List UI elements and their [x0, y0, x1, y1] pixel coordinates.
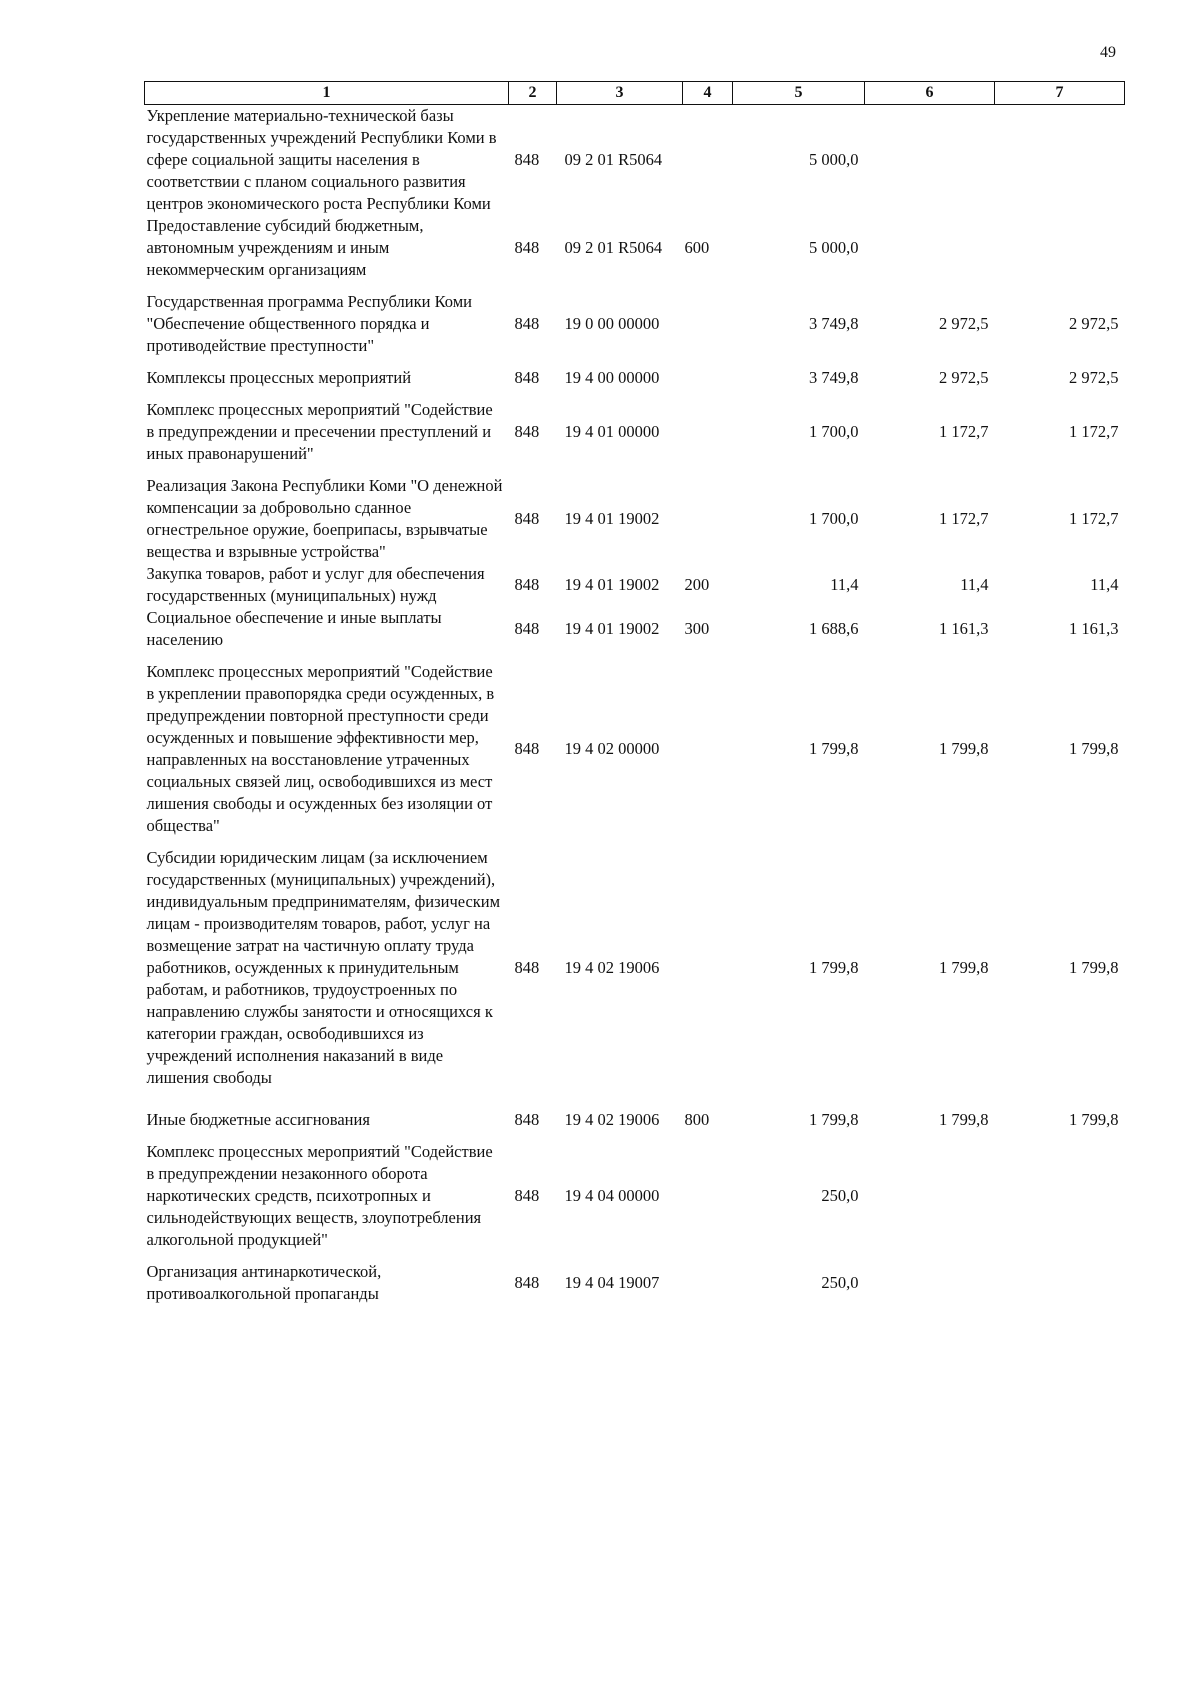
table-row [145, 607, 1125, 661]
row-target-code: 19 4 01 19002 [564, 619, 660, 638]
table-row [145, 1261, 1125, 1305]
header-col-6: 6 [865, 82, 995, 105]
row-sum-year-2: 1 799,8 [939, 958, 989, 977]
row-sum-year-1: 1 799,8 [809, 958, 859, 977]
row-expense-type: 800 [684, 1110, 710, 1129]
table-row [145, 215, 1125, 291]
row-expense-type [683, 399, 733, 475]
row-gov-code: 848 [514, 150, 540, 169]
row-gov-code: 848 [514, 619, 540, 638]
row-target-code: 19 4 02 00000 [564, 739, 660, 758]
row-expense-type [683, 475, 733, 563]
row-gov-code: 848 [514, 368, 540, 387]
row-sum-year-2 [865, 1141, 995, 1261]
row-gov-code: 848 [514, 739, 540, 758]
table-row [145, 367, 1125, 399]
row-sum-year-1: 3 749,8 [809, 314, 859, 333]
row-gov-code: 848 [514, 1110, 540, 1129]
row-target-code: 19 4 04 19007 [564, 1273, 660, 1292]
row-expense-type: 300 [684, 619, 710, 638]
row-sum-year-1: 11,4 [830, 575, 859, 594]
header-row [145, 82, 1125, 105]
row-name: Комплекс процессных мероприятий "Содействие в предупреждении и пресечении преступлений и иных правонарушений" [146, 400, 493, 463]
row-expense-type [683, 1141, 733, 1261]
row-sum-year-2: 1 172,7 [939, 422, 989, 441]
row-name: Закупка товаров, работ и услуг для обеспечения государственных (муниципальных) нужд [146, 564, 485, 605]
row-gov-code: 848 [514, 1273, 540, 1292]
row-expense-type [683, 1261, 733, 1305]
row-expense-type [683, 105, 733, 216]
row-sum-year-3: 1 161,3 [1069, 619, 1119, 638]
row-name: Предоставление субсидий бюджетным, автономным учреждениям и иным некоммерческим организациям [146, 216, 424, 279]
row-target-code: 09 2 01 R5064 [564, 238, 663, 257]
row-sum-year-2: 1 799,8 [939, 739, 989, 758]
row-sum-year-2: 2 972,5 [939, 314, 989, 333]
table-row [145, 399, 1125, 475]
row-target-code: 09 2 01 R5064 [564, 150, 663, 169]
row-sum-year-2 [865, 215, 995, 291]
row-sum-year-1: 250,0 [821, 1273, 859, 1292]
row-target-code: 19 4 04 00000 [564, 1186, 660, 1205]
row-sum-year-3: 11,4 [1090, 575, 1119, 594]
row-sum-year-1: 5 000,0 [809, 150, 859, 169]
row-target-code: 19 4 02 19006 [564, 1110, 660, 1129]
header-col-7: 7 [995, 82, 1125, 105]
row-sum-year-2: 1 799,8 [939, 1110, 989, 1129]
row-sum-year-3: 1 799,8 [1069, 739, 1119, 758]
row-sum-year-2: 1 172,7 [939, 509, 989, 528]
header-col-3: 3 [557, 82, 683, 105]
header-col-2: 2 [509, 82, 557, 105]
row-name: Организация антинаркотической, противоалкогольной пропаганды [146, 1262, 382, 1303]
row-sum-year-1: 1 700,0 [809, 509, 859, 528]
row-name: Укрепление материально-технической базы государственных учреждений Республики Коми в сфере социальной защиты населения в соответствии с планом социального развития центров экономического роста Республики Коми [146, 106, 497, 213]
row-name: Комплекс процессных мероприятий "Содействие в предупреждении незаконного оборота наркотических средств, психотропных и сильнодействующих веществ, злоупотребления алкогольной продукцией" [146, 1142, 493, 1249]
table-row [145, 1099, 1125, 1141]
row-gov-code: 848 [514, 1186, 540, 1205]
table-row [145, 661, 1125, 847]
row-target-code: 19 4 01 19002 [564, 509, 660, 528]
row-sum-year-3: 2 972,5 [1069, 368, 1119, 387]
row-gov-code: 848 [514, 314, 540, 333]
header-col-1: 1 [145, 82, 509, 105]
row-expense-type [683, 847, 733, 1099]
row-gov-code: 848 [514, 958, 540, 977]
row-target-code: 19 0 00 00000 [564, 314, 660, 333]
row-sum-year-3 [995, 1141, 1125, 1261]
row-expense-type [683, 661, 733, 847]
row-name: Комплексы процессных мероприятий [146, 368, 412, 387]
row-sum-year-1: 1 799,8 [809, 1110, 859, 1129]
table-row [145, 105, 1125, 216]
table-row [145, 563, 1125, 607]
row-name: Государственная программа Республики Коми "Обеспечение общественного порядка и противодействие преступности" [146, 292, 472, 355]
row-sum-year-3 [995, 105, 1125, 216]
row-sum-year-3: 1 799,8 [1069, 1110, 1119, 1129]
row-target-code: 19 4 00 00000 [564, 368, 660, 387]
row-sum-year-3 [995, 1261, 1125, 1305]
row-sum-year-3: 1 799,8 [1069, 958, 1119, 977]
row-sum-year-3: 1 172,7 [1069, 509, 1119, 528]
budget-table [144, 81, 1125, 1305]
row-sum-year-2: 2 972,5 [939, 368, 989, 387]
row-name: Иные бюджетные ассигнования [146, 1110, 370, 1129]
row-sum-year-3: 2 972,5 [1069, 314, 1119, 333]
row-expense-type [683, 367, 733, 399]
row-target-code: 19 4 01 19002 [564, 575, 660, 594]
row-sum-year-1: 250,0 [821, 1186, 859, 1205]
header-col-5: 5 [733, 82, 865, 105]
row-name: Реализация Закона Республики Коми "О денежной компенсации за добровольно сданное огнестрельное оружие, боеприпасы, взрывчатые вещества и взрывные устройства" [146, 476, 503, 561]
row-sum-year-1: 1 688,6 [809, 619, 859, 638]
row-gov-code: 848 [514, 575, 540, 594]
row-sum-year-1: 3 749,8 [809, 368, 859, 387]
row-sum-year-3: 1 172,7 [1069, 422, 1119, 441]
row-target-code: 19 4 01 00000 [564, 422, 660, 441]
row-target-code: 19 4 02 19006 [564, 958, 660, 977]
table-row [145, 1141, 1125, 1261]
row-sum-year-3 [995, 215, 1125, 291]
page-number: 49 [1100, 44, 1116, 61]
row-sum-year-2 [865, 105, 995, 216]
row-name: Социальное обеспечение и иные выплаты населению [146, 608, 442, 649]
row-name: Субсидии юридическим лицам (за исключением государственных (муниципальных) учреждений), индивидуальным предпринимателям, физическим лицам - производителям товаров, работ, услуг на возмещение затрат на частичную оплату труда работников, осужденных к принудительным работам, и работников, трудоустроенных по направлению службы занятости и относящихся к категории граждан, освободившихся из учреждений исполнения наказаний в виде лишения свободы [146, 848, 501, 1087]
row-gov-code: 848 [514, 509, 540, 528]
header-col-4: 4 [683, 82, 733, 105]
row-name: Комплекс процессных мероприятий "Содействие в укреплении правопорядка среди осужденных, в предупреждении повторной преступности среди осужденных и повышение эффективности мер, направленных на восстановление утраченных социальных связей лиц, освободившихся из мест лишения свободы и осужденных без изоляции от общества" [146, 662, 495, 835]
table-row [145, 291, 1125, 367]
row-sum-year-2: 1 161,3 [939, 619, 989, 638]
row-sum-year-1: 1 799,8 [809, 739, 859, 758]
row-expense-type: 600 [684, 238, 710, 257]
row-expense-type: 200 [684, 575, 710, 594]
table-row [145, 847, 1125, 1099]
table-row [145, 475, 1125, 563]
row-gov-code: 848 [514, 238, 540, 257]
row-gov-code: 848 [514, 422, 540, 441]
row-sum-year-1: 5 000,0 [809, 238, 859, 257]
row-sum-year-2 [865, 1261, 995, 1305]
row-expense-type [683, 291, 733, 367]
row-sum-year-1: 1 700,0 [809, 422, 859, 441]
row-sum-year-2: 11,4 [960, 575, 989, 594]
